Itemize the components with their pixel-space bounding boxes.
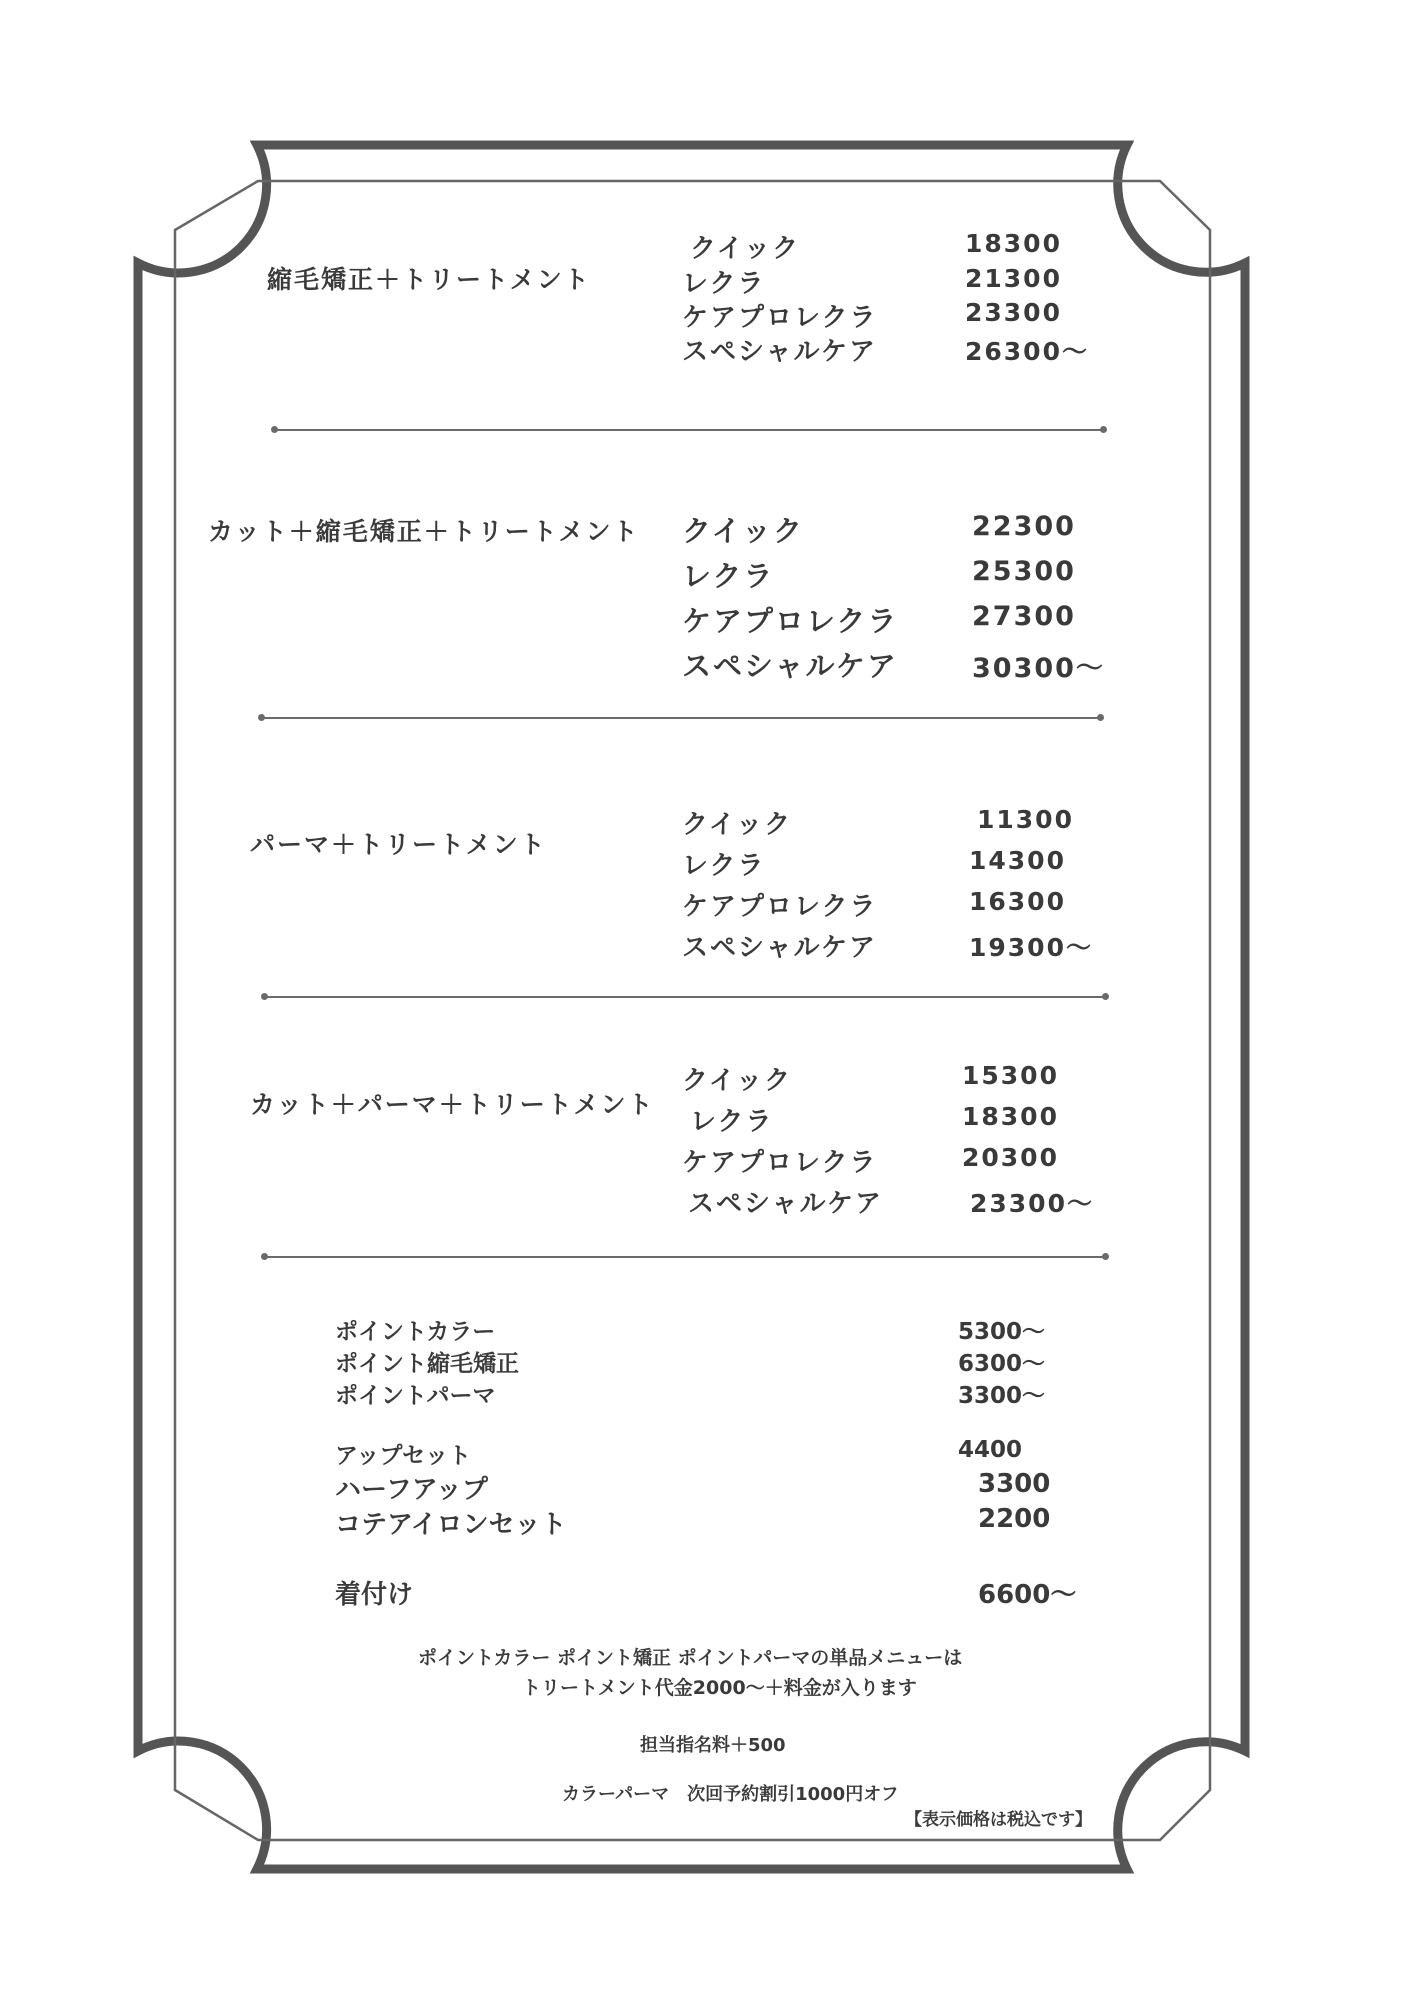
menu-item-name: ケアプロレクラ xyxy=(682,1148,878,1178)
discount-note: カラーパーマ 次回予約割引1000円オフ xyxy=(562,1784,899,1805)
section-divider xyxy=(275,429,1103,431)
extra-item-price: 3300〜 xyxy=(958,1383,1046,1409)
menu-item-price: 15300 xyxy=(962,1061,1059,1090)
extra-item-name: ポイント縮毛矯正 xyxy=(335,1351,519,1377)
section-divider xyxy=(265,996,1105,998)
menu-item-name: レクラ xyxy=(690,1107,774,1137)
menu-item-price: 22300 xyxy=(972,511,1076,542)
extra-item-name: ポイントカラー xyxy=(335,1319,496,1345)
extra-item-price: 4400 xyxy=(958,1437,1023,1463)
extra-item-price: 6300〜 xyxy=(958,1351,1046,1377)
menu-item-price: 27300 xyxy=(972,601,1076,632)
section-divider xyxy=(265,1256,1105,1258)
menu-item-price: 18300 xyxy=(962,1102,1059,1131)
extra-item-name: アップセット xyxy=(335,1443,472,1469)
extra-item-price: 3300 xyxy=(978,1469,1051,1499)
menu-item-price: 11300 xyxy=(977,805,1074,834)
menu-item-name: レクラ xyxy=(682,851,766,881)
menu-item-price: 25300 xyxy=(972,556,1076,587)
menu-item-name: ケアプロレクラ xyxy=(682,604,899,638)
menu-item-price: 18300 xyxy=(965,229,1062,258)
menu-item-name: スペシャルケア xyxy=(682,933,877,963)
menu-item-name: スペシャルケア xyxy=(682,337,877,367)
menu-item-price: 23300 xyxy=(965,298,1062,327)
menu-item-name: クイック xyxy=(682,1066,793,1096)
single-menu-note: トリートメント代金2000〜＋料金が入ります xyxy=(522,1677,917,1699)
menu-item-price: 30300〜 xyxy=(972,653,1105,684)
category-title: パーマ＋トリートメント xyxy=(250,830,547,859)
menu-item-name: レクラ xyxy=(682,559,775,593)
extra-item-name: ポイントパーマ xyxy=(335,1383,496,1409)
menu-item-price: 23300〜 xyxy=(970,1189,1094,1218)
menu-item-name: クイック xyxy=(690,234,801,264)
menu-item-name: スペシャルケア xyxy=(682,649,898,683)
menu-item-name: クイック xyxy=(682,810,793,840)
single-menu-note: ポイントカラー ポイント矯正 ポイントパーマの単品メニューは xyxy=(418,1647,963,1669)
menu-item-name: ケアプロレクラ xyxy=(682,892,878,922)
menu-item-price: 21300 xyxy=(965,264,1062,293)
extra-item-price: 2200 xyxy=(978,1504,1051,1534)
menu-item-name: スペシャルケア xyxy=(688,1189,883,1219)
menu-item-price: 19300〜 xyxy=(969,933,1093,962)
category-title: 縮毛矯正＋トリートメント xyxy=(267,265,591,294)
extra-item-name: ハーフアップ xyxy=(335,1475,488,1505)
menu-item-price: 16300 xyxy=(969,887,1066,916)
category-title: カット＋縮毛矯正＋トリートメント xyxy=(208,517,640,546)
menu-item-name: レクラ xyxy=(682,269,766,299)
extra-item-name: 着付け xyxy=(335,1580,414,1610)
extra-item-price: 5300〜 xyxy=(958,1319,1046,1345)
section-divider xyxy=(262,717,1100,719)
nomination-fee-note: 担当指名料＋500 xyxy=(640,1735,786,1756)
extra-item-price: 6600〜 xyxy=(978,1580,1077,1610)
tax-note: 【表示価格は税込です】 xyxy=(905,1810,1092,1830)
menu-item-price: 14300 xyxy=(969,846,1066,875)
menu-item-name: ケアプロレクラ xyxy=(682,303,878,333)
menu-item-price: 20300 xyxy=(962,1143,1059,1172)
extra-item-name: コテアイロンセット xyxy=(335,1510,567,1540)
menu-item-price: 26300〜 xyxy=(965,337,1089,366)
category-title: カット＋パーマ＋トリートメント xyxy=(250,1090,655,1119)
menu-item-name: クイック xyxy=(682,514,804,548)
